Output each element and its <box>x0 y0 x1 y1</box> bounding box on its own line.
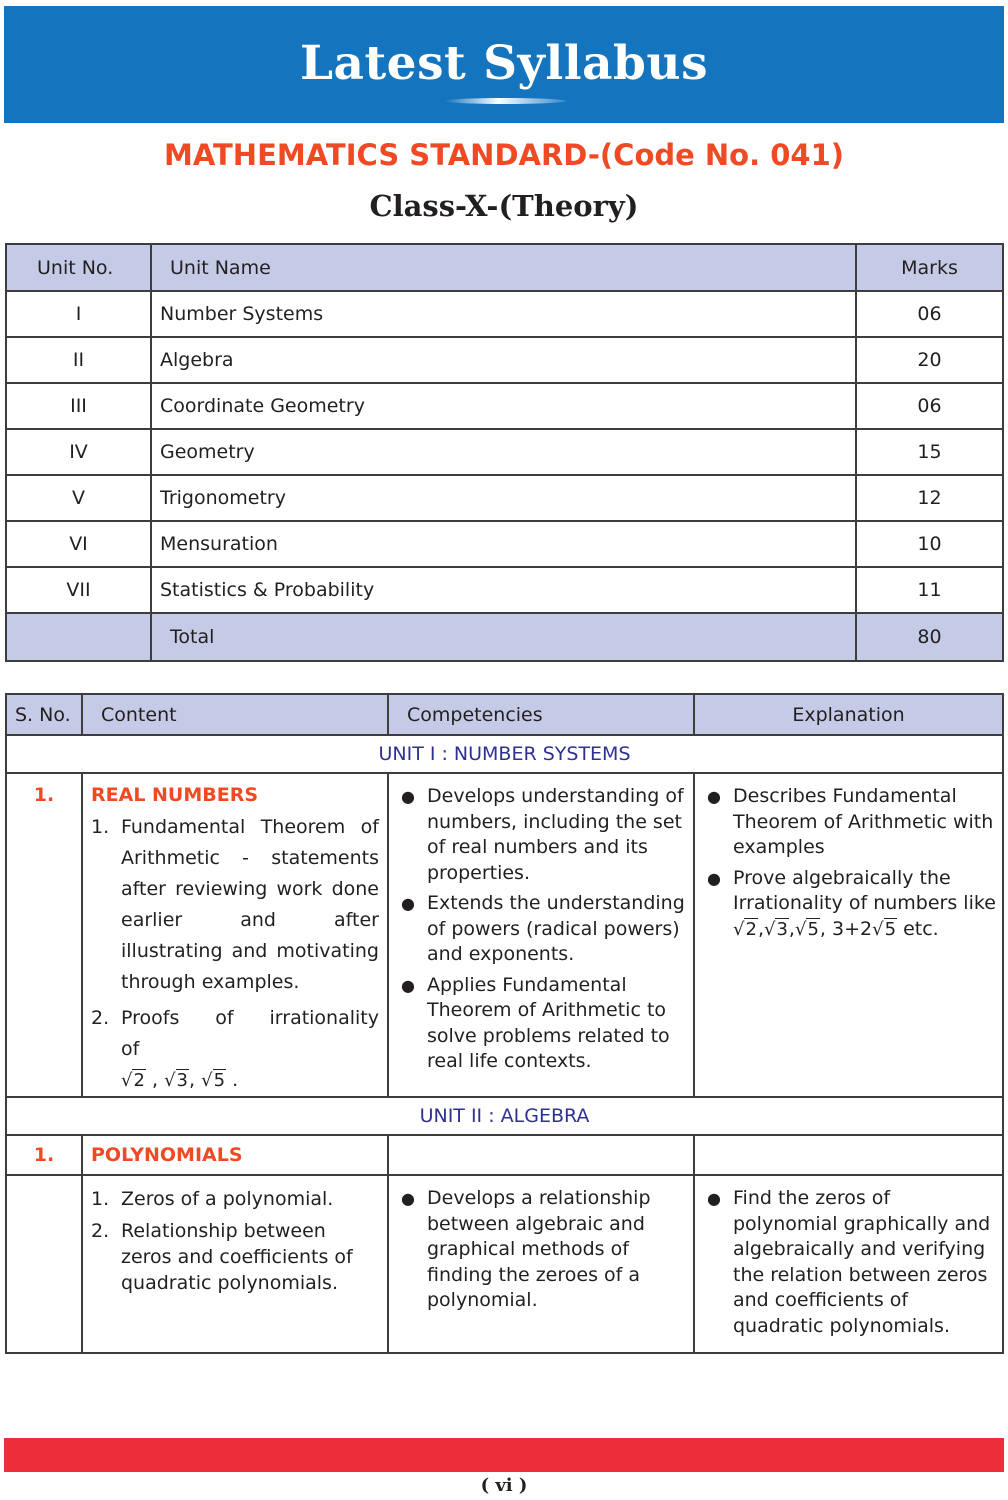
unit-name-cell: Trigonometry <box>151 475 856 521</box>
table-row <box>6 567 1003 613</box>
header-unit-no: Unit No. <box>6 244 151 291</box>
serial-number: 1. <box>6 1135 82 1175</box>
content-list <box>83 806 387 1096</box>
unit-no-cell: VII <box>6 567 151 613</box>
total-row <box>6 613 1003 661</box>
bullet-icon: ● <box>707 1189 721 1208</box>
empty-cell <box>388 1135 694 1175</box>
unit-name-cell: Coordinate Geometry <box>151 383 856 429</box>
table-row <box>6 521 1003 567</box>
syllabus-table <box>5 693 1004 1354</box>
list-item <box>91 812 379 998</box>
list-item <box>91 1186 379 1212</box>
item-number: 1. <box>91 816 110 838</box>
item-number: 2. <box>91 1220 110 1242</box>
marks-table-header <box>6 244 1003 291</box>
item-text: Proofs of irrationality of <box>121 1007 379 1060</box>
marks-table <box>5 243 1004 662</box>
header-unit-name: Unit Name <box>151 244 856 291</box>
list-item: ● Extends the understanding of powers (radical powers) and exponents. <box>401 892 685 965</box>
unit-no-cell: IV <box>6 429 151 475</box>
explanation-cell <box>694 773 1003 1097</box>
table-row <box>6 429 1003 475</box>
item-number: 2. <box>91 1007 110 1029</box>
syllabus-table-header <box>6 694 1003 735</box>
unit-no-cell: II <box>6 337 151 383</box>
list-item: ● Describes Fundamental Theorem of Arithmetic with examples <box>707 785 994 858</box>
list-item: ● Develops understanding of numbers, including the set of real numbers and its properties. <box>401 785 684 884</box>
roots-expression: √2 , √3, √5 . <box>121 1069 239 1091</box>
unit-heading: UNIT I : NUMBER SYSTEMS <box>6 735 1003 773</box>
marks-cell: 10 <box>856 521 1003 567</box>
unit-heading: UNIT II : ALGEBRA <box>6 1097 1003 1135</box>
competencies-cell <box>388 1175 694 1353</box>
empty-cell <box>694 1135 1003 1175</box>
table-row <box>6 1175 1003 1353</box>
unit-heading-row <box>6 735 1003 773</box>
roots-expression: √2,√3,√5, 3+2√5 etc. <box>733 917 939 940</box>
table-row <box>6 337 1003 383</box>
table-row <box>6 475 1003 521</box>
total-marks: 80 <box>856 613 1003 661</box>
header-explanation: Explanation <box>694 694 1003 735</box>
list-item <box>91 1218 379 1296</box>
table-row <box>6 1135 1003 1175</box>
list-item: ● Develops a relationship between algebraic and graphical methods of finding the zeroes of a polynomial. <box>401 1187 651 1311</box>
total-label: Total <box>151 613 856 661</box>
marks-cell: 12 <box>856 475 1003 521</box>
total-empty-cell <box>6 613 151 661</box>
explanation-list <box>695 1176 1002 1352</box>
header-marks: Marks <box>856 244 1003 291</box>
content-cell <box>82 1175 388 1353</box>
serial-number: 1. <box>6 773 82 1097</box>
banner-title: Latest Syllabus <box>299 36 709 91</box>
list-item: ● Prove algebraically the Irrationality of numbers like √2,√3,√5, 3+2√5 etc. <box>703 866 996 943</box>
page-number: ( vi ) <box>480 1475 528 1496</box>
bullet-icon: ● <box>401 1189 415 1208</box>
marks-cell: 15 <box>856 429 1003 475</box>
unit-no-cell: I <box>6 291 151 337</box>
document-title: MATHEMATICS STANDARD-(Code No. 041) <box>163 138 845 172</box>
item-text: Fundamental Theorem of Arithmetic - statements after reviewing work done earlier and after illustrating and motivating through examples. <box>121 816 379 993</box>
competencies-list <box>389 774 693 1088</box>
header-sno: S. No. <box>6 694 82 735</box>
unit-name-cell: Algebra <box>151 337 856 383</box>
marks-cell: 06 <box>856 291 1003 337</box>
list-item: ● Find the zeros of polynomial graphically and algebraically and verifying the relation between zeros and coefficients of quadratic polynomials. <box>707 1187 991 1337</box>
content-cell <box>82 773 388 1097</box>
footer-bar <box>4 1438 1004 1472</box>
list-item: ● Applies Fundamental Theorem of Arithmetic to solve problems related to real life contexts. <box>401 973 670 1072</box>
competencies-cell <box>388 773 694 1097</box>
header-competencies: Competencies <box>388 694 694 735</box>
table-row <box>6 383 1003 429</box>
item-text: Zeros of a polynomial. <box>121 1188 334 1210</box>
list-item <box>91 1003 379 1096</box>
empty-cell <box>6 1175 82 1353</box>
item-number: 1. <box>91 1188 110 1210</box>
bullet-icon: ● <box>401 894 415 913</box>
banner-swoosh-decoration <box>444 98 566 104</box>
unit-name-cell: Mensuration <box>151 521 856 567</box>
bullet-icon: ● <box>401 787 415 806</box>
document-subtitle: Class-X-(Theory) <box>369 189 639 223</box>
unit-heading-row <box>6 1097 1003 1135</box>
header-content: Content <box>82 694 388 735</box>
marks-cell: 06 <box>856 383 1003 429</box>
unit-no-cell: V <box>6 475 151 521</box>
explanation-list <box>695 774 1002 955</box>
topic-title: POLYNOMIALS <box>82 1135 388 1175</box>
item-text: Relationship between zeros and coefficients of quadratic polynomials. <box>121 1220 353 1294</box>
unit-name-cell: Number Systems <box>151 291 856 337</box>
marks-cell: 11 <box>856 567 1003 613</box>
unit-name-cell: Statistics & Probability <box>151 567 856 613</box>
marks-cell: 20 <box>856 337 1003 383</box>
unit-no-cell: III <box>6 383 151 429</box>
competencies-list <box>389 1176 693 1327</box>
topic-title: REAL NUMBERS <box>91 784 259 806</box>
unit-name-cell: Geometry <box>151 429 856 475</box>
bullet-icon: ● <box>707 787 721 806</box>
header-banner <box>4 6 1004 123</box>
content-list <box>83 1176 387 1296</box>
table-row <box>6 291 1003 337</box>
bullet-icon: ● <box>401 975 415 995</box>
table-row <box>6 773 1003 1097</box>
explanation-cell <box>694 1175 1003 1353</box>
unit-no-cell: VI <box>6 521 151 567</box>
bullet-icon: ● <box>707 868 721 888</box>
